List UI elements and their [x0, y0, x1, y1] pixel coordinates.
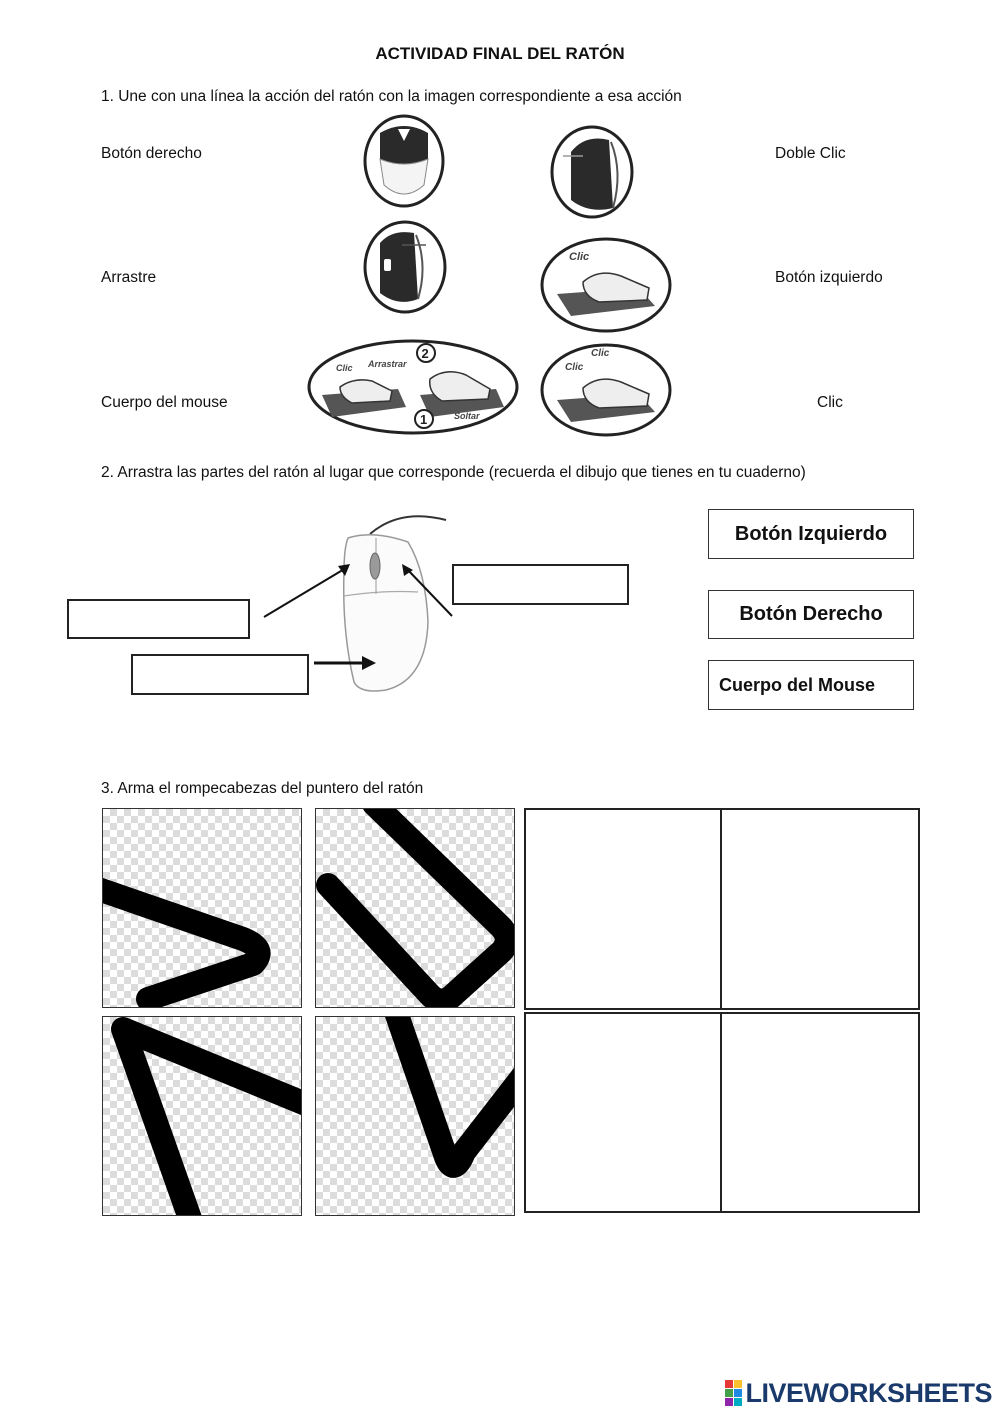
- mouse-front-view-image[interactable]: [362, 113, 446, 209]
- page-title: ACTIVIDAD FINAL DEL RATÓN: [375, 44, 625, 63]
- left-label-cuerpo-del-mouse[interactable]: Cuerpo del mouse: [101, 394, 228, 411]
- double-click-text-2: Clic: [565, 362, 584, 373]
- mouse-side-view-image[interactable]: [549, 124, 635, 220]
- drop-text: Soltar: [454, 411, 480, 421]
- puzzle-drop-cell-2[interactable]: [720, 808, 920, 1010]
- logo-mark-icon: [725, 1380, 742, 1406]
- puzzle-piece-4[interactable]: [315, 1016, 515, 1216]
- liveworksheets-logo: [725, 1378, 992, 1408]
- puzzle-piece-1[interactable]: [102, 808, 302, 1008]
- left-label-arrastre[interactable]: Arrastre: [101, 269, 157, 286]
- step-1-number: 1: [420, 412, 428, 427]
- answer-box-mouse-body[interactable]: [131, 654, 309, 695]
- drag-and-drop-image[interactable]: [306, 337, 520, 437]
- puzzle-drop-cell-3[interactable]: [524, 1012, 722, 1213]
- option-boton-izquierdo[interactable]: Botón Izquierdo: [708, 509, 914, 559]
- pointer-fragment-4: [316, 1017, 515, 1216]
- puzzle-piece-2[interactable]: [315, 808, 515, 1008]
- puzzle-piece-3[interactable]: [102, 1016, 302, 1216]
- right-label-boton-izquierdo[interactable]: Botón izquierdo: [775, 269, 883, 286]
- answer-box-left-button[interactable]: [67, 599, 250, 639]
- right-label-doble-clic[interactable]: Doble Clic: [775, 145, 846, 162]
- pointer-fragment-2: [316, 809, 515, 1008]
- question-1-text: 1. Une con una línea la acción del ratón con la imagen correspondiente a esa acción: [101, 88, 682, 105]
- left-label-boton-derecho[interactable]: Botón derecho: [101, 145, 202, 162]
- step-2-number: 2: [421, 346, 429, 361]
- mouse-side-view-arrow-image[interactable]: [362, 219, 448, 315]
- click-text: Clic: [569, 251, 590, 263]
- answer-box-right-button[interactable]: [452, 564, 629, 605]
- puzzle-drop-cell-4[interactable]: [720, 1012, 920, 1213]
- double-click-text-1: Clic: [591, 348, 610, 359]
- hand-double-click-image[interactable]: [539, 342, 673, 438]
- hand-click-image[interactable]: [539, 236, 673, 334]
- logo-text: LIVEWORKSHEETS: [745, 1377, 992, 1408]
- right-label-clic[interactable]: Clic: [817, 394, 843, 411]
- option-boton-derecho[interactable]: Botón Derecho: [708, 590, 914, 639]
- drag-text: Arrastrar: [368, 359, 407, 369]
- pointer-fragment-3: [103, 1017, 302, 1216]
- pointer-fragment-1: [103, 809, 302, 1008]
- option-cuerpo-del-mouse[interactable]: Cuerpo del Mouse: [708, 660, 914, 710]
- question-3-text: 3. Arma el rompecabezas del puntero del ratón: [101, 780, 424, 797]
- drag-click-text: Clic: [336, 363, 353, 373]
- question-2-text: 2. Arrastra las partes del ratón al lugar que corresponde (recuerda el dibujo que tienes en tu cuaderno): [101, 464, 806, 481]
- puzzle-drop-cell-1[interactable]: [524, 808, 722, 1010]
